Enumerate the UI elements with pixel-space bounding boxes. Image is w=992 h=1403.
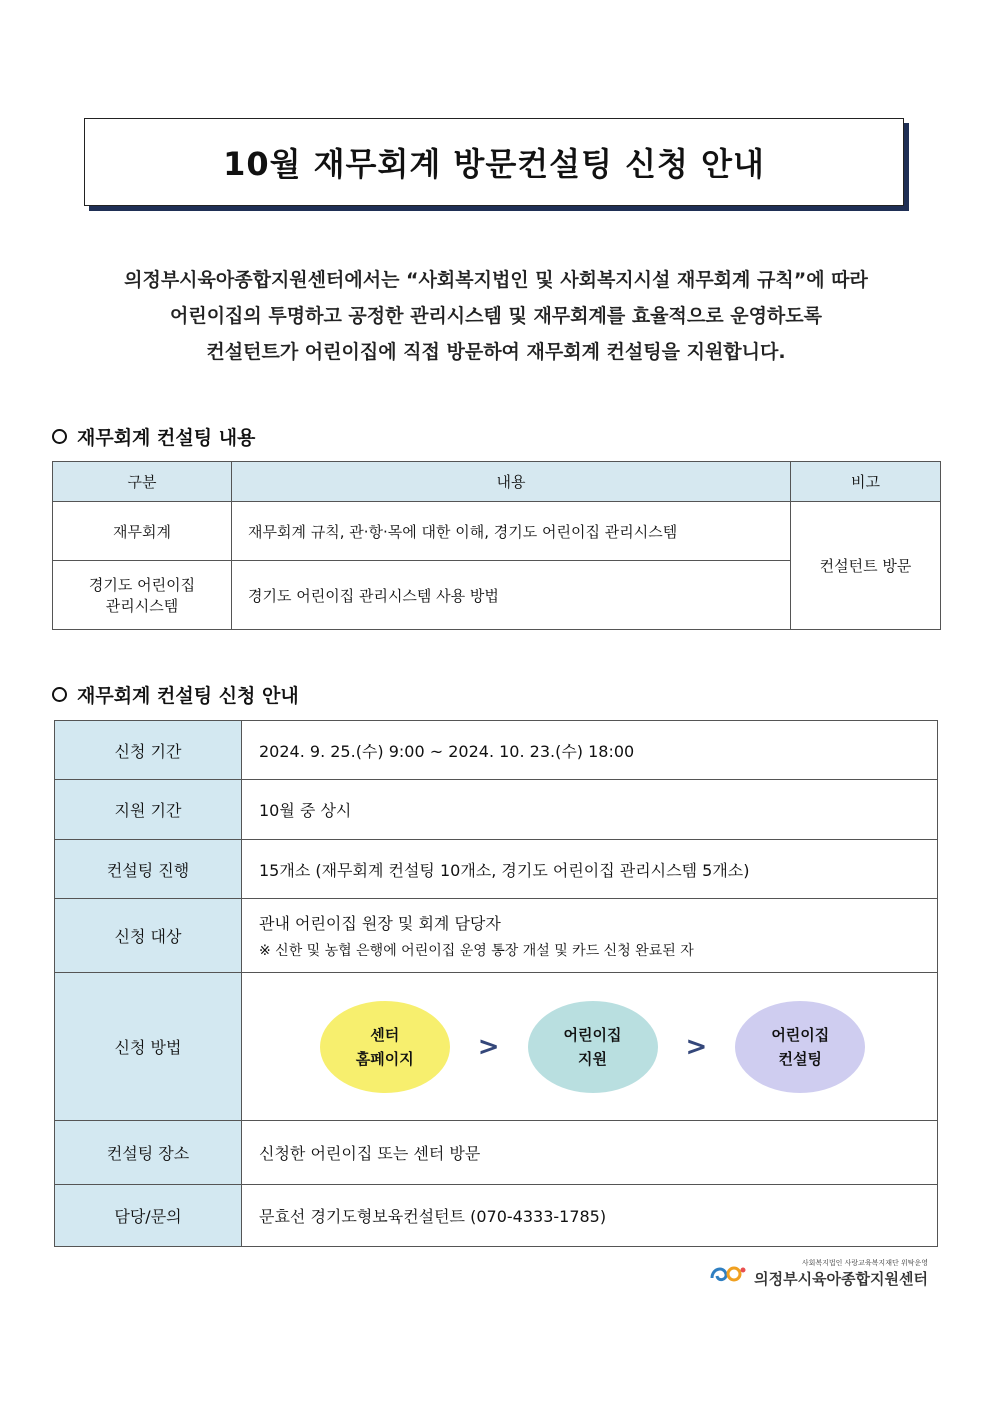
table-row <box>55 1121 938 1185</box>
period-value: 2024. 9. 25.(수) 9:00 ~ 2024. 10. 23.(수) 18:00 <box>242 721 938 780</box>
category-line: 관리시스템 <box>105 597 179 615</box>
support-value: 10월 중 상시 <box>242 780 938 840</box>
table-row <box>55 840 938 899</box>
step-line: 컨설팅 <box>778 1049 823 1068</box>
step-bubble-consulting <box>735 1001 865 1093</box>
step-bubble-apply <box>528 1001 658 1093</box>
category-line: 경기도 어린이집 <box>88 576 196 594</box>
table-row <box>55 1185 938 1247</box>
circle-bullet-icon <box>52 429 67 444</box>
target-value: 관내 어린이집 원장 및 회계 담당자 <box>259 914 501 933</box>
contact-label: 담당/문의 <box>55 1185 242 1247</box>
table-header-row <box>53 462 941 502</box>
period-label: 신청 기간 <box>55 721 242 780</box>
intro-line: 의정부시육아종합지원센터에서는 “사회복지법인 및 사회복지시설 재무회계 규칙”에 따라 <box>124 269 868 291</box>
section2-heading-text: 재무회계 컨설팅 신청 안내 <box>77 685 299 707</box>
target-note: ※ 신한 및 농협 은행에 어린이집 운영 통장 개설 및 카드 신청 완료된 자 <box>259 943 694 959</box>
progress-label: 컨설팅 진행 <box>55 840 242 899</box>
table-row <box>53 502 941 561</box>
step-line: 어린이집 <box>771 1025 830 1044</box>
step-bubble-homepage <box>320 1001 450 1093</box>
section1-heading <box>52 423 255 450</box>
chevron-right-icon: > <box>685 1031 708 1062</box>
section1-heading-text: 재무회계 컨설팅 내용 <box>77 427 256 449</box>
column-header: 구분 <box>53 462 232 502</box>
content-cell: 재무회계 규칙, 관·항·목에 대한 이해, 경기도 어린이집 관리시스템 <box>232 502 791 561</box>
step-line: 센터 <box>370 1025 400 1044</box>
progress-value: 15개소 (재무회계 컨설팅 10개소, 경기도 어린이집 관리시스템 5개소) <box>242 840 938 899</box>
section2-heading <box>52 681 299 708</box>
page-title: 10월 재무회계 방문컨설팅 신청 안내 <box>223 145 765 183</box>
category-cell: 재무회계 <box>53 502 232 561</box>
table-row <box>55 721 938 780</box>
column-header: 비고 <box>791 462 941 502</box>
title-box <box>84 118 904 206</box>
table-row <box>55 973 938 1121</box>
table-row <box>55 780 938 840</box>
circle-bullet-icon <box>52 687 67 702</box>
center-logo <box>708 1258 928 1289</box>
logo-small-text: 사회복지법인 사랑교육복지재단 위탁운영 <box>801 1259 928 1267</box>
place-label: 컨설팅 장소 <box>55 1121 242 1185</box>
column-header: 내용 <box>232 462 791 502</box>
target-cell <box>242 899 938 973</box>
contact-value: 문효선 경기도형보육컨설턴트 (070-4333-1785) <box>242 1185 938 1247</box>
method-steps <box>243 1001 936 1093</box>
table-row <box>55 899 938 973</box>
chevron-right-icon: > <box>477 1031 500 1062</box>
consulting-content-table <box>52 461 941 630</box>
target-label: 신청 대상 <box>55 899 242 973</box>
step-line: 홈페이지 <box>355 1049 414 1068</box>
logo-swirl-icon <box>708 1262 748 1286</box>
place-value: 신청한 어린이집 또는 센터 방문 <box>242 1121 938 1185</box>
intro-paragraph <box>0 262 992 370</box>
content-cell: 경기도 어린이집 관리시스템 사용 방법 <box>232 561 791 630</box>
method-cell <box>242 973 938 1121</box>
note-cell: 컨설턴트 방문 <box>791 502 941 630</box>
logo-text <box>754 1258 928 1289</box>
application-info-table <box>54 720 938 1247</box>
step-line: 지원 <box>578 1049 607 1068</box>
method-label: 신청 방법 <box>55 973 242 1121</box>
support-label: 지원 기간 <box>55 780 242 840</box>
intro-line: 컨설턴트가 어린이집에 직접 방문하여 재무회계 컨설팅을 지원합니다. <box>206 341 786 363</box>
intro-line: 어린이집의 투명하고 공정한 관리시스템 및 재무회계를 효율적으로 운영하도록 <box>170 305 822 327</box>
category-cell <box>53 561 232 630</box>
step-line: 어린이집 <box>563 1025 622 1044</box>
logo-main-text: 의정부시육아종합지원센터 <box>754 1270 928 1288</box>
